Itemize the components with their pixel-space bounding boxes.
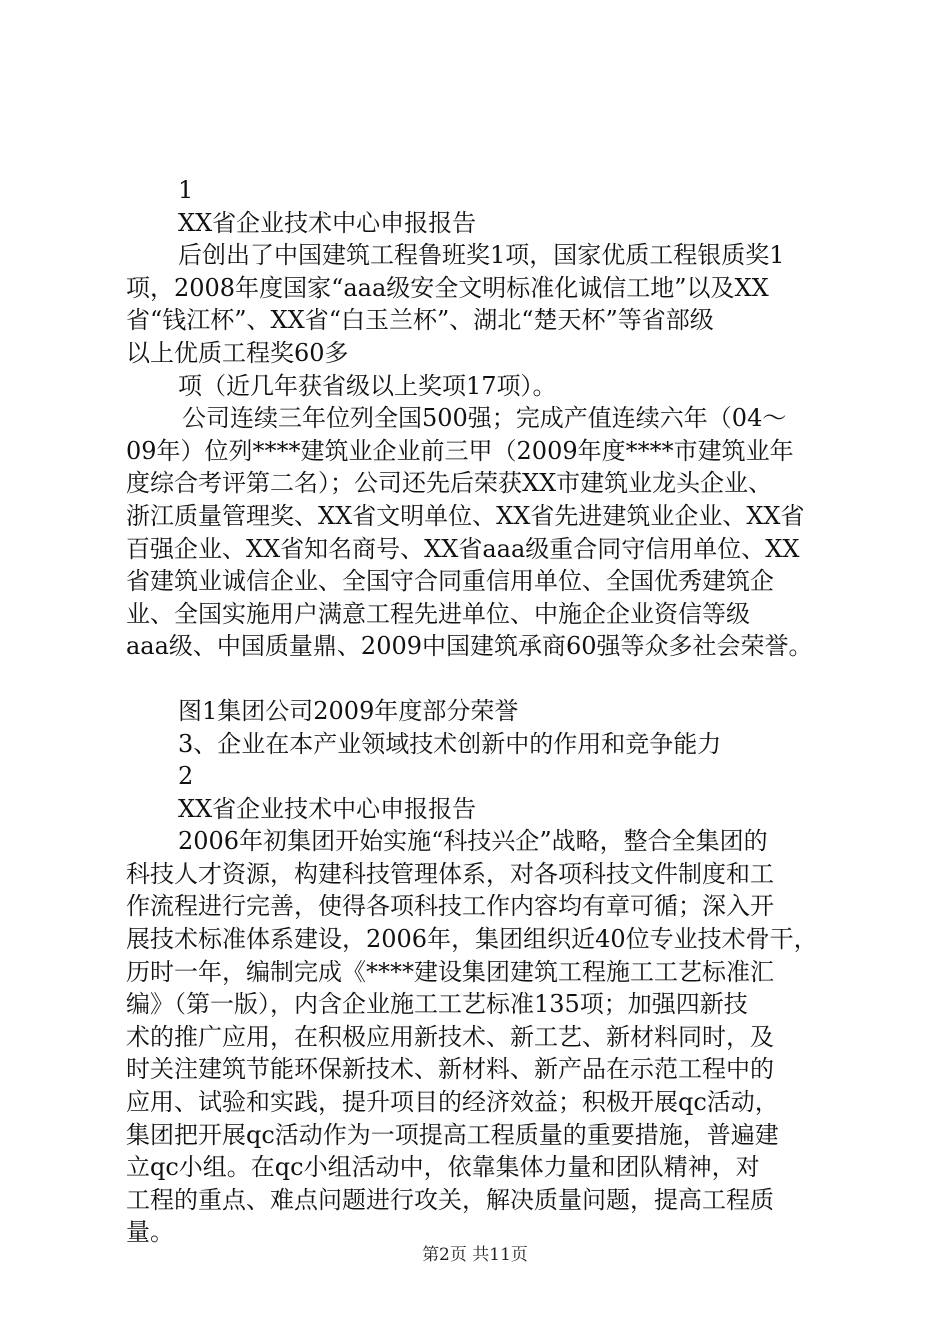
text-line: 术的推广应用，在积极应用新技术、新工艺、新材料同时，及	[126, 1022, 774, 1051]
text-line: 省建筑业诚信企业、全国守合同重信用单位、全国优秀建筑企	[126, 567, 774, 596]
paragraph-award-count: 项（近几年获省级以上奖项17项）。	[178, 371, 557, 400]
figure-placeholder	[126, 663, 842, 695]
text-line: 省“钱江杯”、XX省“白玉兰杯”、湖北“楚天杯”等省部级	[126, 306, 714, 335]
document-body	[126, 174, 842, 1249]
figure-caption: 图1集团公司2009年度部分荣誉	[178, 696, 519, 725]
report-header: XX省企业技术中心申报报告	[178, 208, 477, 237]
text-line: 度综合考评第二名）；公司还先后荣获XX市建筑业龙头企业、	[126, 469, 773, 498]
page-footer: 第2页 共11页	[422, 1245, 528, 1265]
text-line: 后创出了中国建筑工程鲁班奖1项，国家优质工程银质奖1	[178, 241, 785, 270]
text-line: 集团把开展qc活动作为一项提高工程质量的重要措施，普遍建	[126, 1120, 779, 1149]
paragraph-awards	[126, 239, 842, 369]
paragraph-honors	[126, 402, 842, 663]
text-line: 科技人才资源，构建科技管理体系，对各项科技文件制度和工	[126, 859, 774, 888]
text-line: 展技术标准体系建设，2006年，集团组织近40位专业技术骨干，	[126, 925, 818, 954]
page-number-marker: 2	[178, 762, 194, 791]
text-line: 历时一年，编制完成《****建设集团建筑工程施工工艺标准汇	[126, 957, 774, 986]
text-line: 作流程进行完善，使得各项科技工作内容均有章可循；深入开	[126, 892, 774, 921]
report-header: XX省企业技术中心申报报告	[178, 794, 477, 823]
text-line: 公司连续三年位列全国500强；完成产值连续六年（04～	[182, 404, 787, 433]
text-line: 百强企业、XX省知名商号、XX省aaa级重合同守信用单位、XX	[126, 534, 800, 563]
page-number-marker: 1	[178, 176, 194, 204]
text-line: 以上优质工程奖60多	[126, 338, 349, 367]
text-line: 2006年初集团开始实施“科技兴企”战略，整合全集团的	[178, 827, 768, 856]
section-heading: 3、企业在本产业领域技术创新中的作用和竞争能力	[178, 729, 722, 758]
text-line: aaa级、中国质量鼎、2009中国建筑承商60强等众多社会荣誉。	[126, 632, 813, 661]
text-line: 立qc小组。在qc小组活动中，依靠集体力量和团队精神，对	[126, 1153, 760, 1182]
text-line: 时关注建筑节能环保新技术、新材料、新产品在示范工程中的	[126, 1055, 774, 1084]
text-line: 项，2008年度国家“aaa级安全文明标准化诚信工地”以及XX	[126, 273, 769, 302]
text-line: 浙江质量管理奖、XX省文明单位、XX省先进建筑业企业、XX省	[126, 501, 805, 530]
text-line: 工程的重点、难点问题进行攻关，解决质量问题，提高工程质	[126, 1185, 774, 1214]
text-line: 业、全国实施用户满意工程先进单位、中施企企业资信等级	[126, 599, 750, 628]
text-line: 量。	[126, 1218, 174, 1247]
text-line: 09年）位列****建筑业企业前三甲（2009年度****市建筑业年	[126, 436, 794, 465]
text-line: 编》（第一版），内含企业施工工艺标准135项；加强四新技	[126, 990, 748, 1019]
text-line: 应用、试验和实践，提升项目的经济效益；积极开展qc活动，	[126, 1088, 779, 1117]
paragraph-tech-innovation	[126, 825, 842, 1249]
